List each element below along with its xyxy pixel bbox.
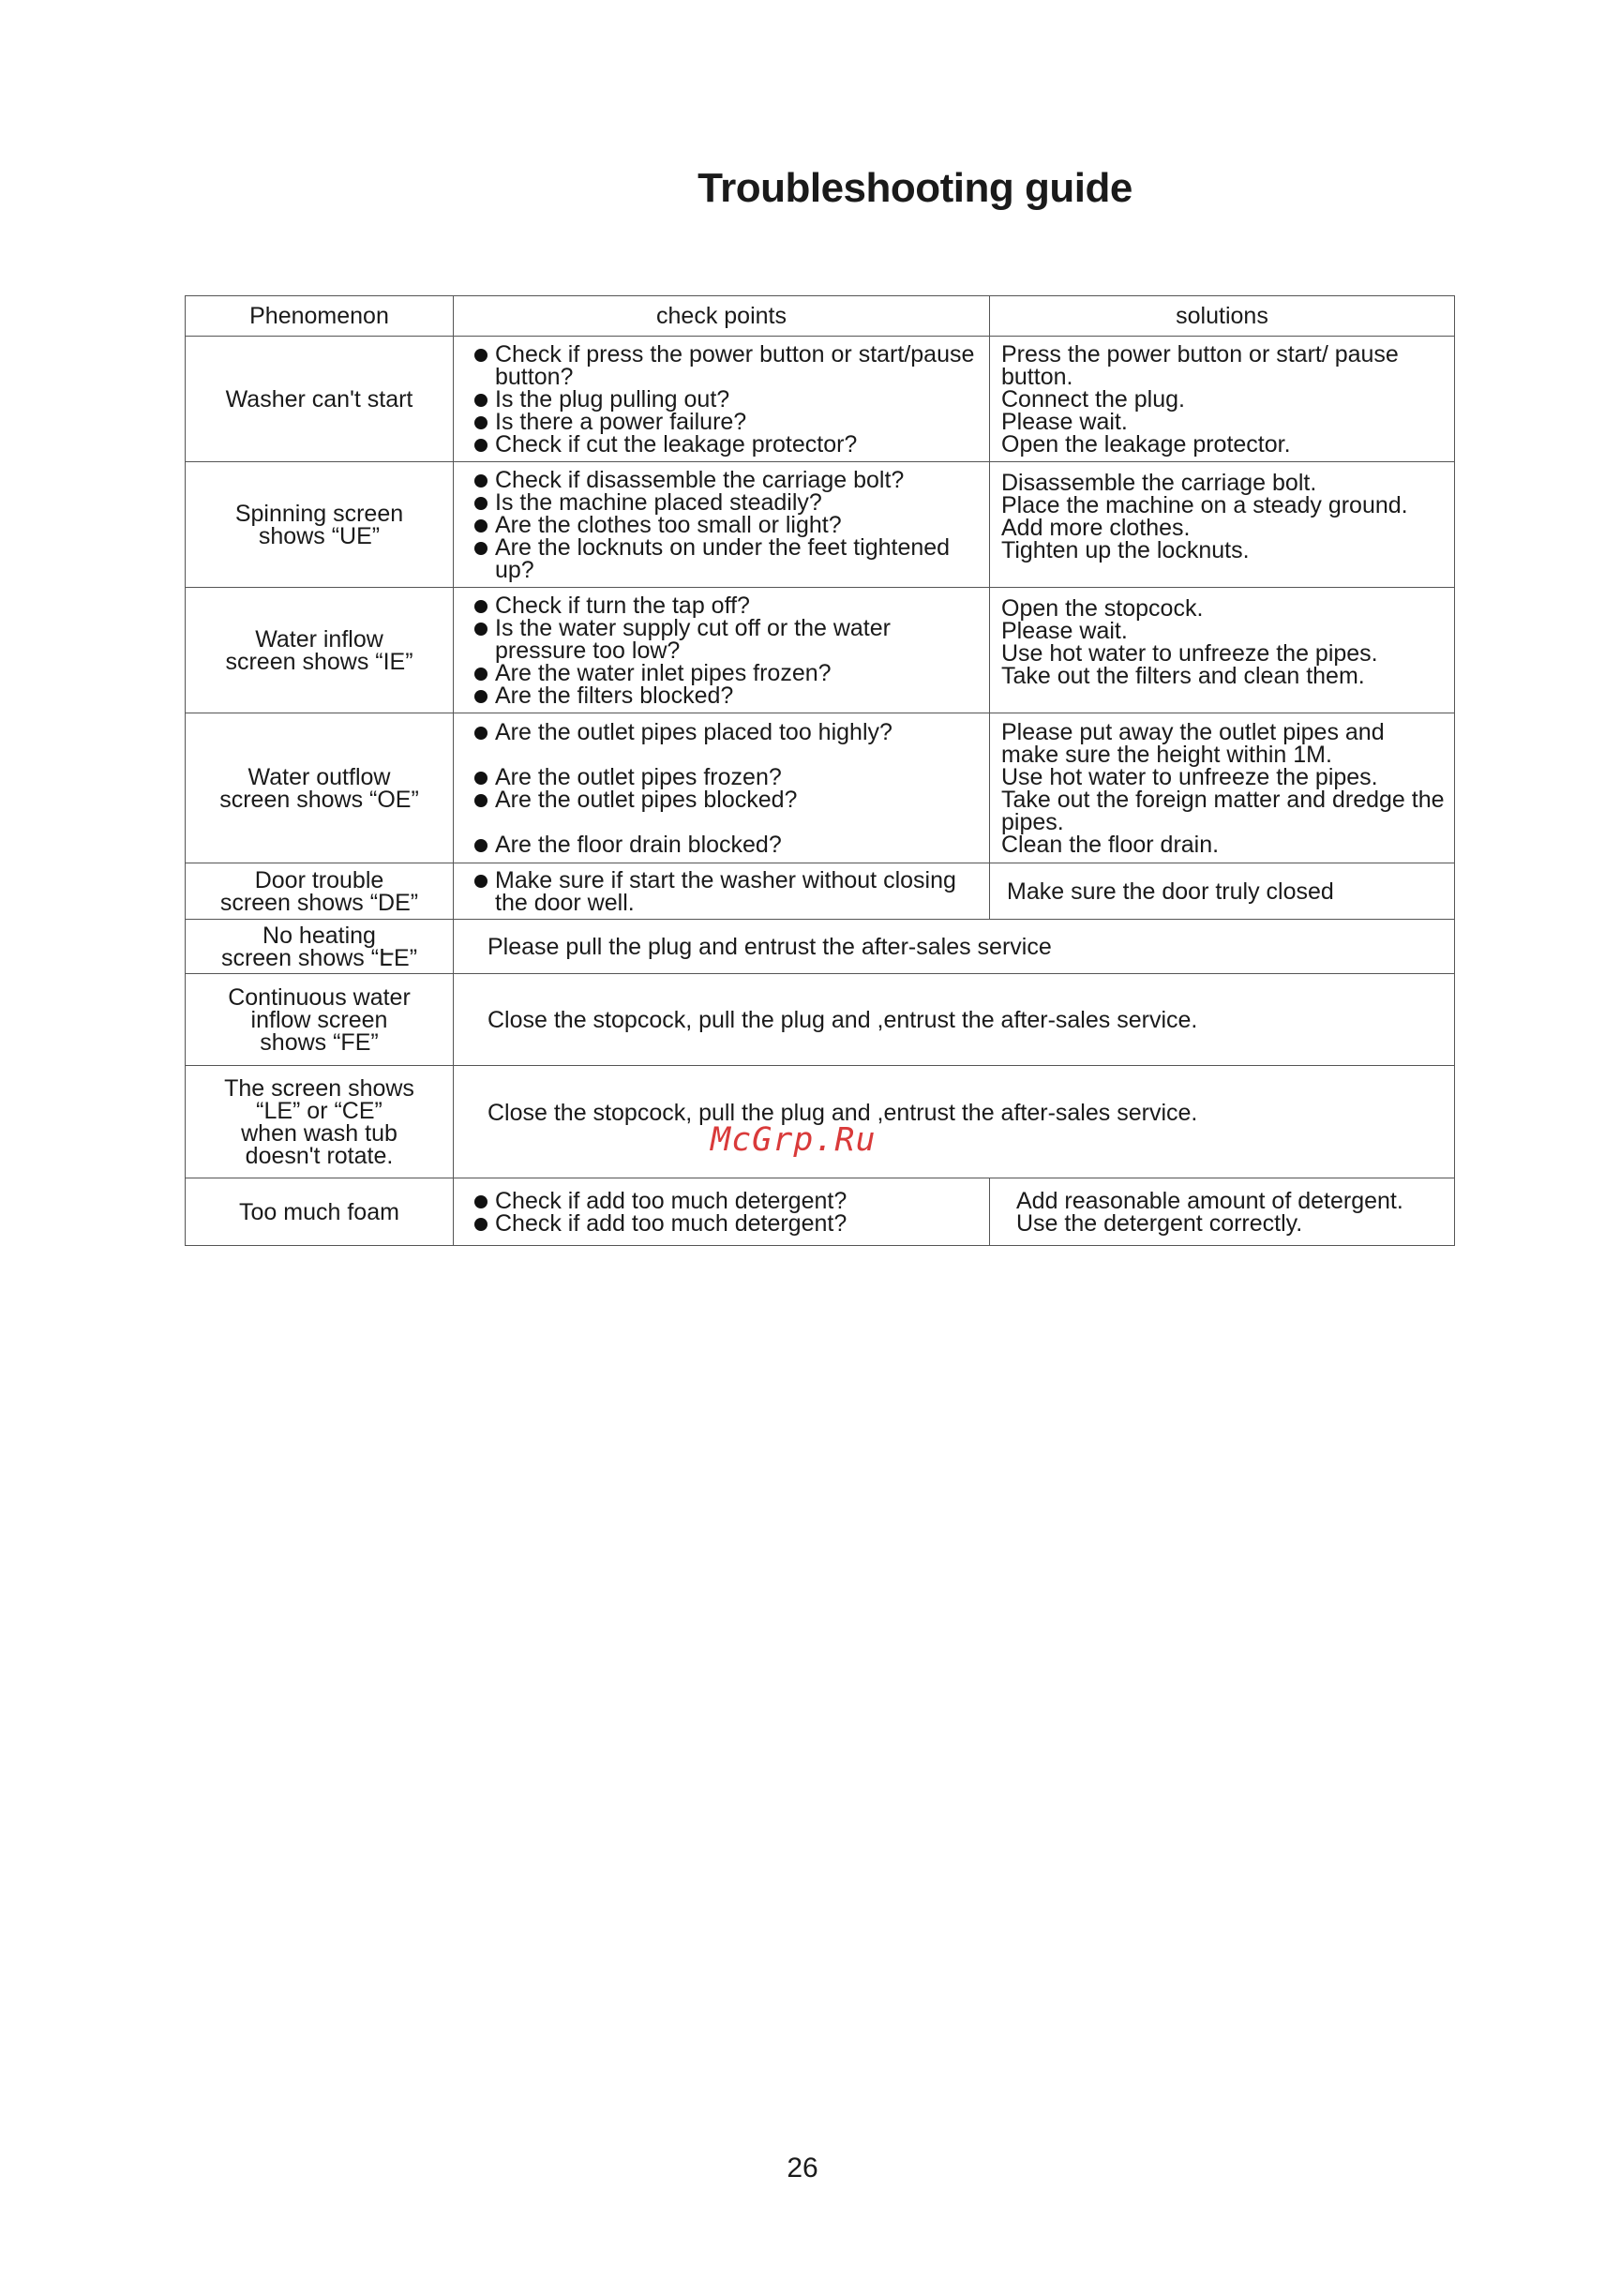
check-points-cell xyxy=(454,863,990,920)
check-point: Are the filters blocked? xyxy=(474,684,982,707)
solution: Clean the floor drain. xyxy=(1001,831,1220,858)
solution: Take out the foreign matter and dredge the pipes. xyxy=(1001,786,1445,835)
solutions-cell xyxy=(990,1178,1455,1246)
phenomenon-cell: No heating screen shows “ԷE” xyxy=(186,920,454,974)
solution: Place the machine on a steady ground. xyxy=(1001,492,1408,518)
check-points-cell xyxy=(454,588,990,713)
check-point: Are the water inlet pipes frozen? xyxy=(474,662,982,684)
check-points-cell xyxy=(454,713,990,863)
check-point: Are the outlet pipes placed too highly? xyxy=(474,721,982,743)
solutions-cell xyxy=(990,713,1455,863)
phenomenon-cell: Spinning screen shows “UE” xyxy=(186,462,454,588)
table-row xyxy=(186,863,1455,920)
solution: Take out the filters and clean them. xyxy=(1001,663,1365,689)
table-row xyxy=(186,974,1455,1066)
check-point: Check if turn the tap off? xyxy=(474,594,982,617)
table-row xyxy=(186,588,1455,713)
check-point: Are the outlet pipes frozen? xyxy=(474,766,982,788)
solution: Use hot water to unfreeze the pipes. xyxy=(1001,640,1378,667)
check-point: Check if add too much detergent? xyxy=(474,1190,982,1212)
table-row xyxy=(186,1178,1455,1246)
phenomenon-cell: Continuous water inflow screen shows “FE” xyxy=(186,974,454,1066)
solution: Press the power button or start/ pause button. xyxy=(1001,340,1399,390)
check-point: Is the machine placed steadily? xyxy=(474,491,982,514)
check-point: Check if disassemble the carriage bolt? xyxy=(474,469,982,491)
table-row xyxy=(186,337,1455,462)
solution: Use hot water to unfreeze the pipes. xyxy=(1001,763,1378,790)
check-points-cell xyxy=(454,1178,990,1246)
solution: Disassemble the carriage bolt. xyxy=(1001,470,1317,496)
check-point: Is the water supply cut off or the water pressure too low? xyxy=(474,617,982,662)
phenomenon-cell: Water outflow screen shows “OE” xyxy=(186,713,454,863)
check-point: Are the locknuts on under the feet tightened up? xyxy=(474,536,982,581)
header-solutions: solutions xyxy=(990,296,1455,337)
check-points-cell xyxy=(454,462,990,588)
phenomenon-cell: Water inflow screen shows “IE” xyxy=(186,588,454,713)
watermark: McGrp.Ru xyxy=(711,1121,877,1159)
solution: Please wait. xyxy=(1001,618,1128,644)
check-points-cell xyxy=(454,337,990,462)
phenomenon-cell: The screen shows “LE” or “CE” when wash tub doesn't rotate. xyxy=(186,1066,454,1178)
solution: Connect the plug. xyxy=(1001,385,1185,413)
solutions-cell xyxy=(990,863,1455,920)
solution: Please put away the outlet pipes and make sure the height within 1M. xyxy=(1001,718,1385,768)
check-point: Check if cut the leakage protector? xyxy=(474,433,982,456)
solution: Please wait. xyxy=(1001,408,1128,435)
solutions-cell xyxy=(990,462,1455,588)
solution: Open the stopcock. xyxy=(1001,595,1204,622)
check-point: Are the floor drain blocked? xyxy=(474,833,982,856)
table-row xyxy=(186,713,1455,863)
solution: Add more clothes. xyxy=(1001,515,1191,541)
troubleshooting-table xyxy=(185,295,1455,1246)
solutions-cell xyxy=(990,588,1455,713)
check-point: Check if add too much detergent? xyxy=(474,1212,982,1235)
solutions-cell xyxy=(990,337,1455,462)
merged-solution-cell: Please pull the plug and entrust the after-sales service xyxy=(454,920,1455,974)
merged-solution-cell: Close the stopcock, pull the plug and ,entrust the after-sales service. xyxy=(454,974,1455,1066)
phenomenon-cell: Door trouble screen shows “DE” xyxy=(186,863,454,920)
solution: Add reasonable amount of detergent. xyxy=(1016,1187,1403,1214)
merged-solution-cell: Close the stopcock, pull the plug and ,entrust the after-sales service. xyxy=(454,1066,1455,1178)
header-check-points: check points xyxy=(454,296,990,337)
solution: Tighten up the locknuts. xyxy=(1001,537,1250,563)
page-number: 26 xyxy=(787,2153,818,2183)
table-row xyxy=(186,462,1455,588)
check-point: Are the outlet pipes blocked? xyxy=(474,788,982,811)
page-title: Troubleshooting guide xyxy=(698,165,1132,211)
check-point: Check if press the power button or start/pause button? xyxy=(474,343,982,388)
solution: Open the leakage protector. xyxy=(1001,430,1291,458)
table-row xyxy=(186,920,1455,974)
solution: Make sure the door truly closed xyxy=(1007,878,1334,905)
check-point: Are the clothes too small or light? xyxy=(474,514,982,536)
table-header-row xyxy=(186,296,1455,337)
check-point: Is there a power failure? xyxy=(474,411,982,433)
phenomenon-cell: Washer can't start xyxy=(186,337,454,462)
header-phenomenon: Phenomenon xyxy=(186,296,454,337)
solution: Use the detergent correctly. xyxy=(1016,1209,1303,1237)
phenomenon-cell: Too much foam xyxy=(186,1178,454,1246)
check-point: Is the plug pulling out? xyxy=(474,388,982,411)
check-point: Make sure if start the washer without closing the door well. xyxy=(474,869,982,914)
